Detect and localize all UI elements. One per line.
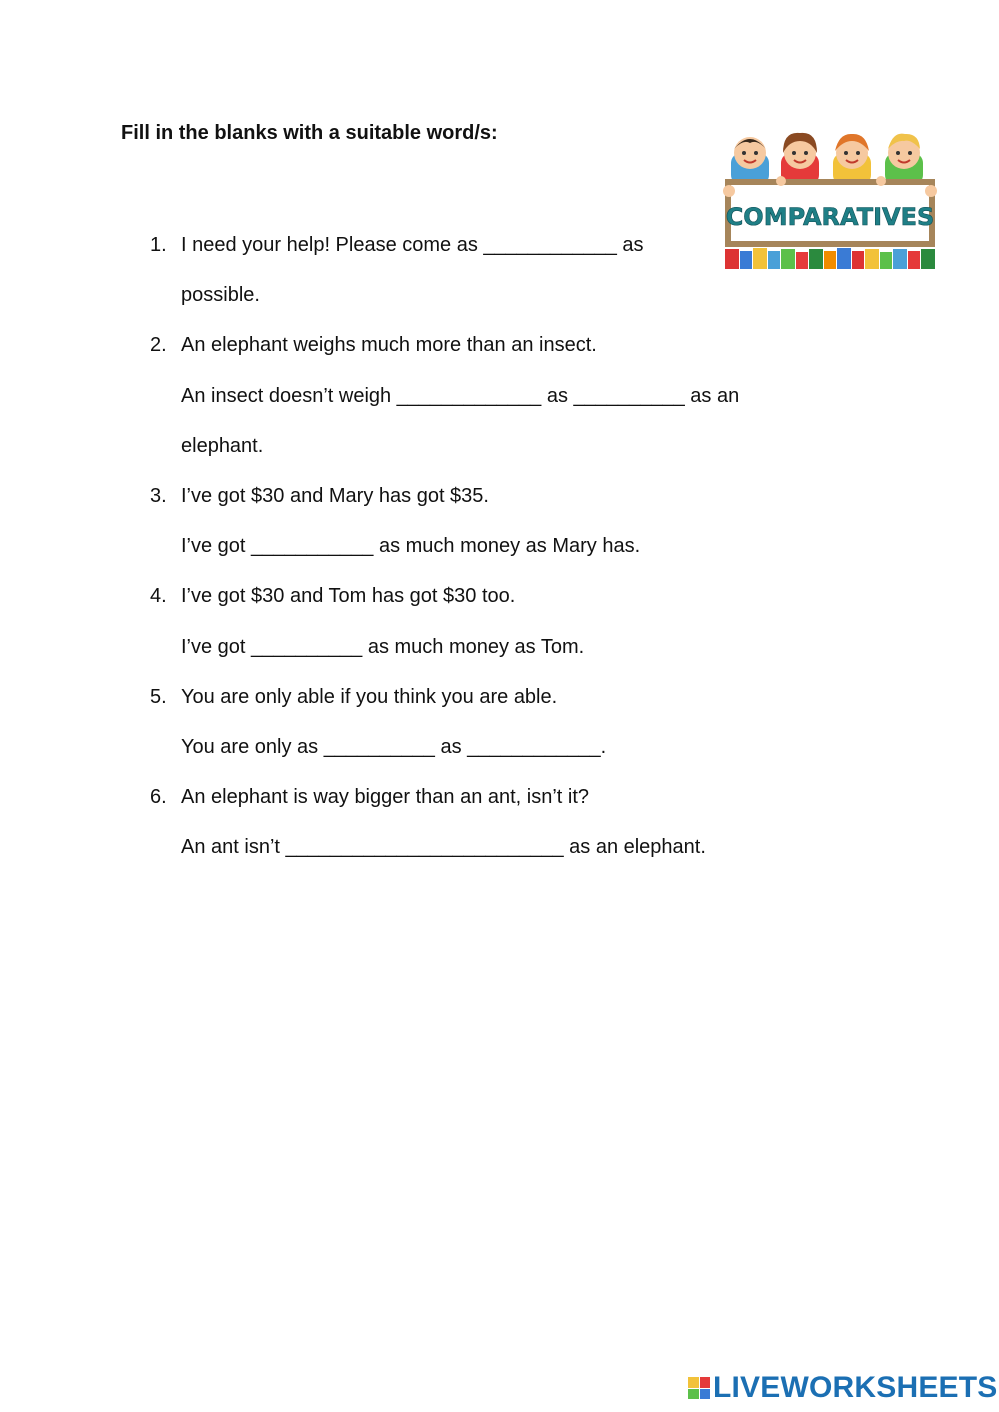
liveworksheets-logo-icon [688, 1377, 710, 1399]
question-3 [150, 471, 830, 571]
question-6 [150, 772, 830, 872]
logo-text: COMPARATIVES [725, 203, 935, 231]
question-5 [150, 672, 830, 772]
worksheet-heading: Fill in the blanks with a suitable word/s: [121, 122, 498, 144]
question-line[interactable]: You are only as __________ as ____________. [181, 736, 607, 759]
question-number: 2. [150, 334, 167, 357]
question-line: An elephant is way bigger than an ant, isn’t it? [181, 786, 590, 809]
question-line[interactable]: An insect doesn’t weigh _____________ as __________ as an [181, 384, 740, 407]
question-list [150, 220, 830, 873]
question-line[interactable]: An ant isn’t _________________________ as an elephant. [181, 836, 706, 859]
question-line[interactable]: I’ve got ___________ as much money as Mary has. [181, 535, 641, 558]
question-number: 1. [150, 234, 167, 256]
question-number: 4. [150, 585, 167, 608]
footer-brand-text: LIVEWORKSHEETS [713, 1371, 998, 1404]
question-line[interactable]: I need your help! Please come as ____________ as [181, 234, 644, 256]
question-line[interactable]: I’ve got __________ as much money as Tom. [181, 635, 585, 658]
question-line: elephant. [181, 434, 264, 457]
question-line: An elephant weighs much more than an insect. [181, 334, 597, 357]
question-1 [150, 220, 830, 320]
footer-brand[interactable] [688, 1370, 998, 1406]
question-number: 5. [150, 685, 167, 708]
question-number: 6. [150, 786, 167, 809]
question-line: You are only able if you think you are able. [181, 685, 558, 708]
question-line: I’ve got $30 and Mary has got $35. [181, 485, 489, 508]
kids-illustration [731, 133, 923, 185]
question-number: 3. [150, 485, 167, 508]
question-line: possible. [181, 284, 260, 307]
question-2 [150, 320, 830, 471]
question-line: I’ve got $30 and Tom has got $30 too. [181, 585, 516, 608]
question-4 [150, 571, 830, 671]
